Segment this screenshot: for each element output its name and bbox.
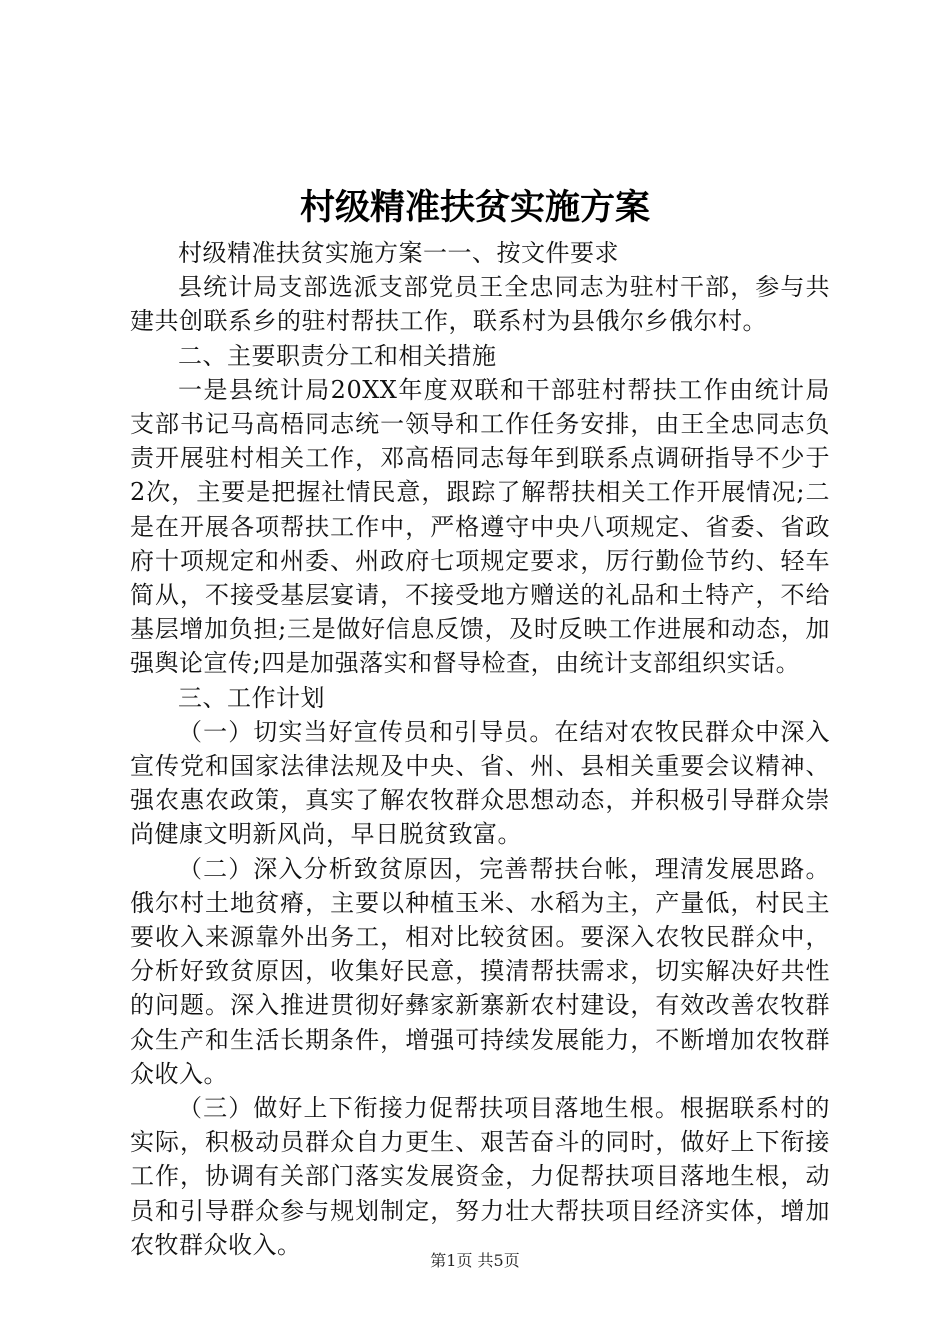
page-footer: 第1页 共5页 <box>430 1251 520 1270</box>
paragraph: （二）深入分析致贫原因，完善帮扶台帐，理清发展思路。俄尔村土地贫瘠，主要以种植玉米、水稻为主，产量低，村民主要收入来源靠外出务工，相对比较贫困。要深入农牧民群众中，分析好致贫原因，收集好民意，摸清帮扶需求，切实解决好共性的问题。深入推进贯彻好彝家新寨新农村建设，有效改善农牧群众生产和生活长期条件，增强可持续发展能力，不断增加农牧群众收入。 <box>130 854 830 1088</box>
document-body <box>130 236 830 1262</box>
paragraph: 一是县统计局20XX年度双联和干部驻村帮扶工作由统计局支部书记马高梧同志统一领导和工作任务安排，由王全忠同志负责开展驻村相关工作，邓高梧同志每年到联系点调研指导不少于2次，主要是把握社情民意，跟踪了解帮扶相关工作开展情况;二是在开展各项帮扶工作中，严格遵守中央八项规定、省委、省政府十项规定和州委、州政府七项规定要求，厉行勤俭节约、轻车简从，不接受基层宴请，不接受地方赠送的礼品和土特产，不给基层增加负担;三是做好信息反馈，及时反映工作进展和动态，加强舆论宣传;四是加强落实和督导检查，由统计支部组织实话。 <box>130 375 830 678</box>
section-heading: 三、工作计划 <box>178 683 325 712</box>
paragraph: （三）做好上下衔接力促帮扶项目落地生根。根据联系村的实际，积极动员群众自力更生、艰苦奋斗的同时，做好上下衔接工作，协调有关部门落实发展资金，力促帮扶项目落地生根，动员和引导群众参与规划制定，努力壮大帮扶项目经济实体，增加农牧群众收入。 <box>130 1094 830 1259</box>
paragraph: 县统计局支部选派支部党员王全忠同志为驻村干部，参与共建共创联系乡的驻村帮扶工作，联系村为县俄尔乡俄尔村。 <box>130 273 830 336</box>
paragraph: 村级精准扶贫实施方案一一、按文件要求 <box>178 239 619 267</box>
paragraph: （一）切实当好宣传员和引导员。在结对农牧民群众中深入宣传党和国家法律法规及中央、省、州、县相关重要会议精神、强农惠农政策，真实了解农牧群众思想动态，并积极引导群众崇尚健康文明新风尚，早日脱贫致富。 <box>130 717 830 849</box>
section-heading: 二、主要职责分工和相关措施 <box>178 341 497 370</box>
document-title: 村级精准扶贫实施方案 <box>299 187 650 228</box>
